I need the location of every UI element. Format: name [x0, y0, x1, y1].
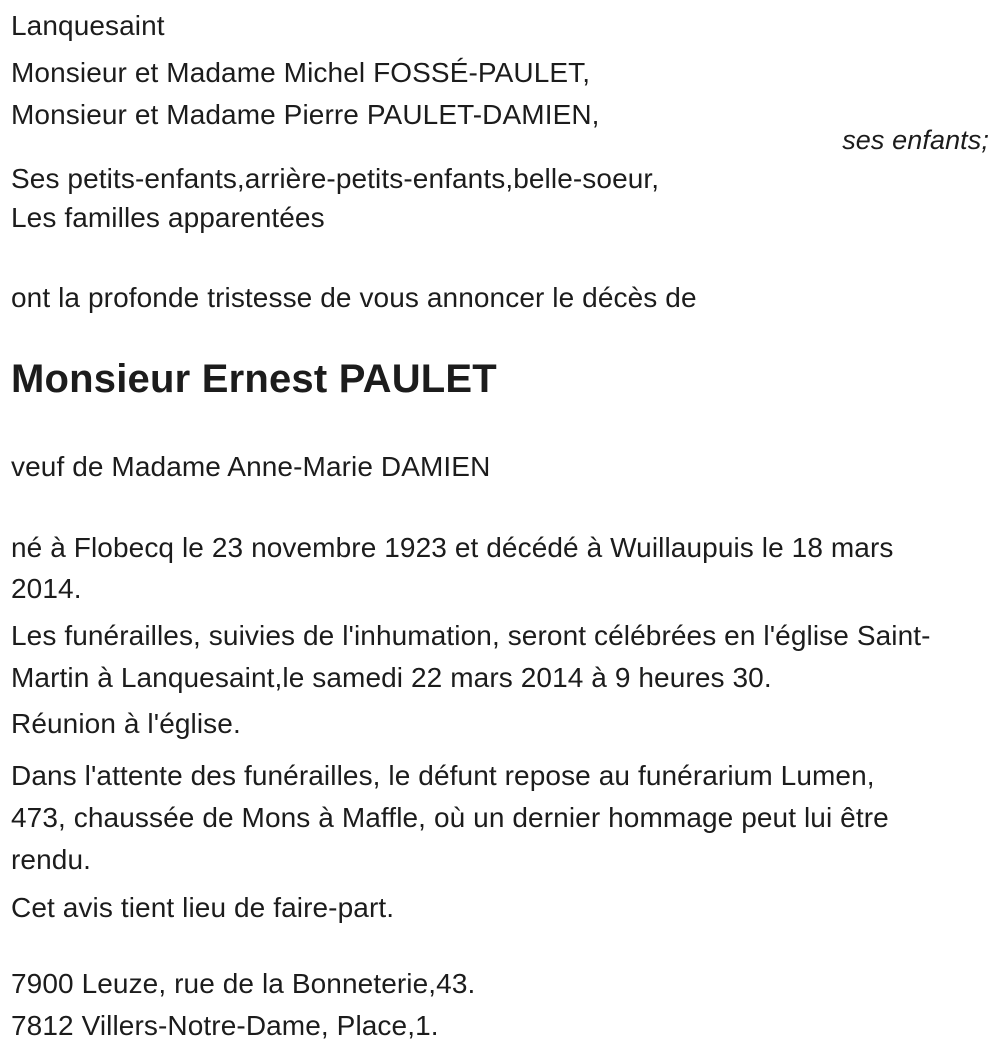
deceased-name-title: Monsieur Ernest PAULET [11, 357, 497, 401]
relation-mention: ses enfants; [842, 125, 989, 155]
notice-line: Cet avis tient lieu de faire-part. [11, 892, 395, 923]
place-line: Lanquesaint [11, 10, 165, 41]
repose-line-2: 473, chaussée de Mons à Maffle, où un dernier hommage peut lui être [11, 802, 889, 833]
funeral-line-2: Martin à Lanquesaint,le samedi 22 mars 2014 à 9 heures 30. [11, 662, 772, 693]
address-line-2: 7812 Villers-Notre-Dame, Place,1. [11, 1010, 439, 1041]
announcement-line: ont la profonde tristesse de vous annoncer le décès de [11, 282, 697, 313]
life-dates-line-1: né à Flobecq le 23 novembre 1923 et décédé à Wuillaupuis le 18 mars [11, 532, 894, 563]
life-dates-line-2: 2014. [11, 573, 82, 604]
widower-line: veuf de Madame Anne-Marie DAMIEN [11, 451, 491, 482]
repose-line-1: Dans l'attente des funérailles, le défunt repose au funérarium Lumen, [11, 760, 875, 791]
meeting-line: Réunion à l'église. [11, 708, 241, 739]
family-line-2: Monsieur et Madame Pierre PAULET-DAMIEN, [11, 99, 600, 130]
family-line-3: Ses petits-enfants,arrière-petits-enfants,belle-soeur, [11, 163, 660, 194]
family-line-4: Les familles apparentées [11, 202, 325, 233]
address-line-1: 7900 Leuze, rue de la Bonneterie,43. [11, 968, 476, 999]
funeral-line-1: Les funérailles, suivies de l'inhumation, seront célébrées en l'église Saint- [11, 620, 931, 651]
family-line-1: Monsieur et Madame Michel FOSSÉ-PAULET, [11, 57, 591, 88]
repose-line-3: rendu. [11, 844, 91, 875]
